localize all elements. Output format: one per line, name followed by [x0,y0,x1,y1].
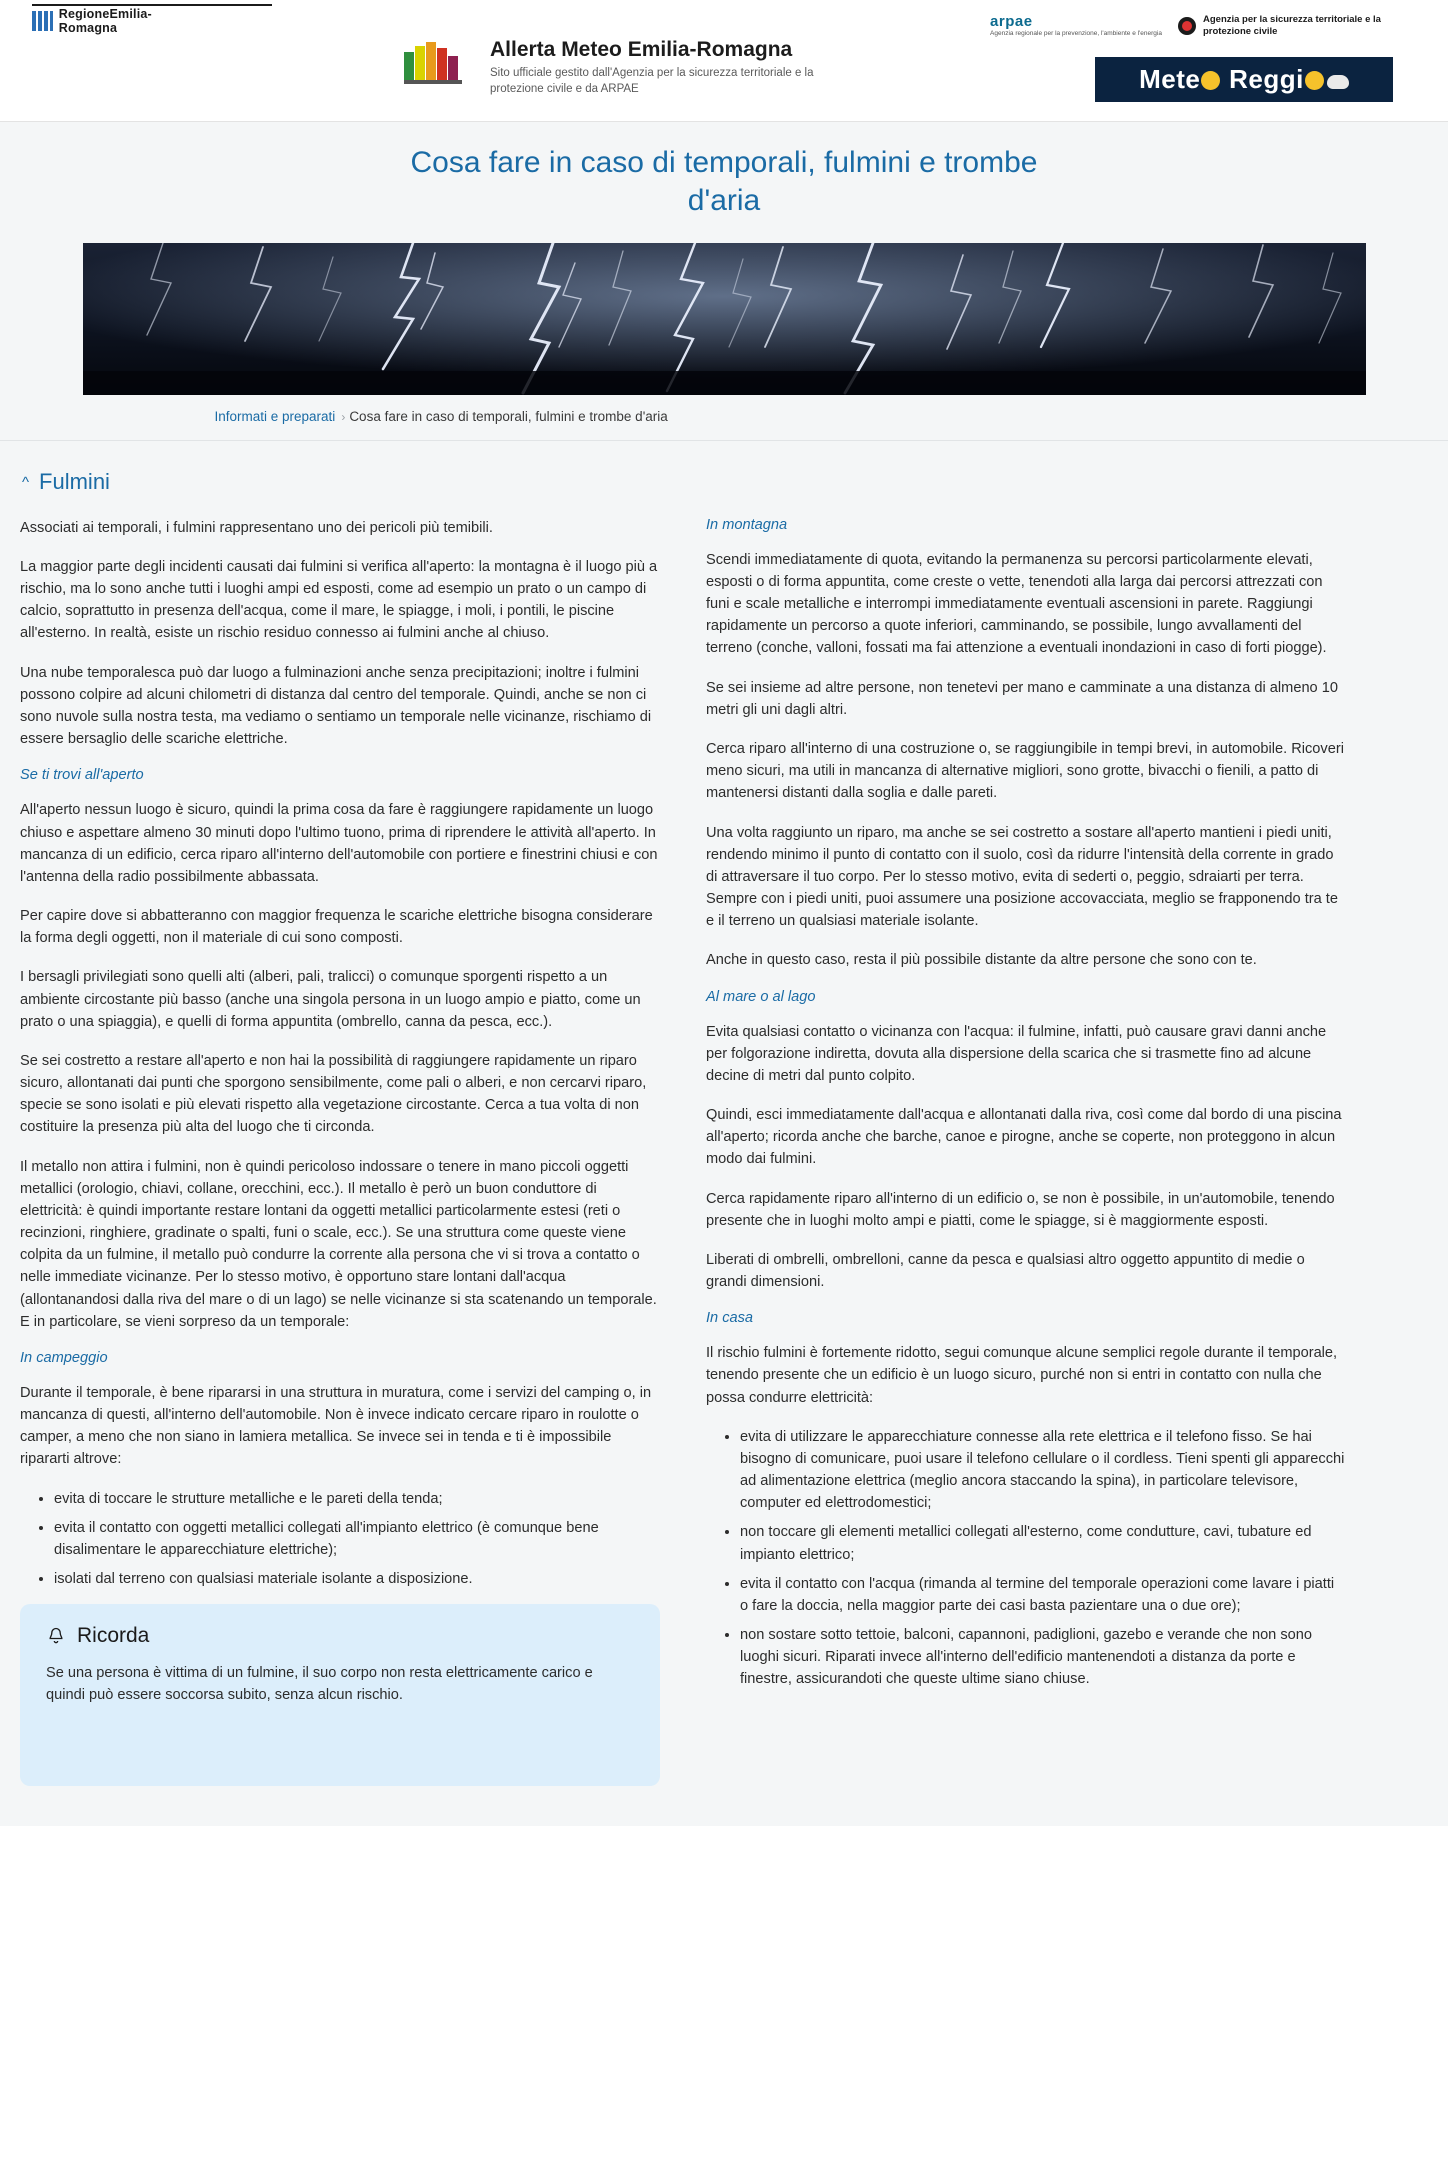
paragraph: All'aperto nessun luogo è sicuro, quindi la prima cosa da fare è raggiungere rapidamente un luogo chiuso e aspettare almeno 30 minuti dopo l'ultimo tuono, prima di riprendere le attività all'aperto. In mancanza di un edificio, cerca riparo all'interno dell'automobile con portiere e finestrini chiusi e con l'antenna della radio possibilmente abbassata. [20,802,658,885]
regione-bars-icon [32,11,53,31]
paragraph: Se sei insieme ad altre persone, non tenetevi per mano e camminate a una distanza di almeno 10 metri gli uni dagli altri. [706,679,1338,718]
paragraph: Anche in questo caso, resta il più possibile distante da altre persone che sono con te. [706,952,1257,969]
section-header-fulmini[interactable] [0,459,1448,503]
subheading-outdoor: Se ti trovi all'aperto [20,767,144,784]
arpae-logo-sub: Agenzia regionale per la prevenzione, l'ambiente e l'energia [990,30,1162,38]
arpae-logo[interactable] [990,14,1162,38]
list-item: • evita il contatto con oggetti metallici collegati all'impianto elettrico (è comunque bene disalimentare le apparecchiature elettriche); [54,1517,660,1561]
paragraph: Se sei costretto a restare all'aperto e non hai la possibilità di raggiungere rapidamente un riparo sicuro, allontanati dai punti che sporgono sensibilmente, come pali o alberi, e non cercarvi riparo, specie se sono isolati e più elevati rispetto alla vegetazione circostante. Cerca a tua volta di non costituire la presenza più alta del luogo che ti circonda. [20,1052,647,1136]
paragraph: I bersagli privilegiati sono quelli alti (alberi, pali, tralicci) o comunque sporgenti rispetto a un ambiente circostante più basso (anche una singola persona in un luogo ampio e piatto, come un prato o una spiaggia), e quelli di forma appuntita (ombrello, canna da pesca, ecc.). [20,969,641,1030]
protezione-civile-icon [1178,17,1196,35]
meteo-reggio-label: Mete Reggi [1139,64,1349,95]
cloud-icon [1327,75,1349,89]
bell-icon [46,1626,66,1646]
subheading-camping: In campeggio [20,1349,108,1366]
list-item: • non sostare sotto tettoie, balconi, capannoni, padiglioni, gazebo e verande che non sono luoghi sicuri. Riparati invece all'interno dell'edificio mantenendoti a distanza da porte e finestre, assicurandoti che queste ultime siano chiuse. [740,1624,1346,1691]
subheading-home: In casa [706,1310,754,1327]
paragraph: Liberati di ombrelli, ombrelloni, canne da pesca e qualsiasi altro oggetto appuntito di medie o grandi dimensioni. [706,1251,1305,1291]
paragraph: E in particolare, se vieni sorpreso da un temporale: [20,1313,350,1330]
camping-bullet-list [20,1488,660,1591]
left-column [20,513,660,1787]
hero-image [83,243,1366,395]
paragraph: Il rischio fulmini è fortemente ridotto, segui comunque alcune semplici regole durante il temporale, tenendo presente che un edificio è un luogo sicuro, purché non si entri in contatto con nulla che possa condurre elettricità: [706,1345,1338,1406]
paragraph: Evita qualsiasi contatto o vicinanza con l'acqua: il fulmine, infatti, può causare gravi danni anche per folgorazione indiretta, dovuta alla dispersione della scarica che si trasmette fino ad alcune decine di metri dal punto colpito. [706,1023,1327,1084]
main-content [0,441,1448,1827]
arpae-block [990,14,1393,38]
list-item: • evita di utilizzare le apparecchiature connesse alla rete elettrica e il telefono fisso. Se hai bisogno di comunicare, puoi usare il telefono cellulare o il cordless. Tieni spenti gli apparecchi ad alimentazione elettrica (meglio ancora staccando la spina), in particolare televisore, computer ed elettrodomestici; [740,1426,1346,1515]
paragraph: Cerca riparo all'interno di una costruzione o, se raggiungibile in tempi brevi, in automobile. Ricoveri meno sicuri, ma utili in mancanza di alternative migliori, sono grotte, bivacchi o fienili, a patto di mantenersi distanti dalla soglia e dalle pareti. [706,740,1344,802]
paragraph: Per capire dove si abbatteranno con maggior frequenza le scariche elettriche bisogna considerare la forma degli oggetti, non il materiale di cui sono composti. [20,908,653,947]
site-header [0,0,1448,122]
breadcrumb-separator-icon: › [341,409,346,424]
subheading-mountain: In montagna [706,516,788,533]
lightning-storm-illustration [83,243,1366,395]
brand-block[interactable] [404,38,870,97]
paragraph: Durante il temporale, è bene ripararsi in una struttura in muratura, come i servizi del camping o, in mancanza di questi, all'interno dell'automobile. Non è invece indicato cercare riparo in roulotte o camper, a meno che non siano in lamiera metallica. Se invece sei in tenda e ti è impossibile ripararti altrove: [20,1384,652,1468]
agency-label: Agenzia per la sicurezza territoriale e la protezione civile [1203,14,1381,37]
regione-emilia-romagna-logo[interactable] [32,6,202,36]
section-title: Fulmini [39,468,110,494]
hero-section [0,122,1448,441]
chevron-up-icon[interactable]: ^ [22,474,30,492]
brand-title: Allerta Meteo Emilia-Romagna [490,38,793,61]
subheading-sea: Al mare o al lago [706,988,816,1005]
paragraph: Una volta raggiunto un riparo, ma anche se sei costretto a sostare all'aperto mantieni i piedi uniti, rendendo minimo il punto di contatto con il suolo, così da ridurre l'intensità della corrente in grado di attraversare il tuo corpo. Per lo stesso motivo, evita di sederti o, peggio, sdraiarti per terra. Sempre con i piedi uniti, puoi assumere una posizione accovacciata, meglio se frapponendo tra te e il terreno un qualsiasi materiale isolante. [706,824,1338,930]
brand-subtitle: Sito ufficiale gestito dall'Agenzia per la sicurezza territoriale e la protezione civile e da ARPAE [490,67,814,95]
paragraph: Una nube temporalesca può dar luogo a fulminazioni anche senza precipitazioni; inoltre i fulmini possono colpire ad alcuni chilometri di distanza dal centro del temporale. Quindi, anche se non ci sono nuvole sulla nostra testa, ma vediamo o sentiamo un temporale nelle vicinanze, rischiamo di essere bersaglio delle scariche elettriche. [20,664,652,748]
meteo-reggio-badge[interactable] [1095,57,1393,102]
allerta-meteo-flag-icon [404,42,476,86]
paragraph: Scendi immediatamente di quota, evitando la permanenza su percorsi particolarmente elevati, esposti o di forma appuntita, come creste o vette, tenendoti alla larga dai percorsi attrezzati con funi e scale metalliche e interrompi immediatamente eventuali ascensioni in parete. Raggiungi rapidamente un percorso a quote inferiori, camminando, se possibile, lungo avvallamenti del terreno (conche, valloni, fossati ma fai attenzione a eventuali inondazioni in caso di forti piogge). [706,551,1327,657]
paragraph: Quindi, esci immediatamente dall'acqua e allontanati dalla riva, così come dal bordo di una piscina all'aperto; ricorda anche che barche, canoe e pirogne, anche se coperte, non proteggono in alcun modo dai fulmini. [706,1107,1342,1168]
list-item: • evita di toccare le strutture metalliche e le pareti della tenda; [54,1488,660,1510]
arpae-logo-label: arpae [990,13,1033,31]
home-bullet-list [706,1426,1346,1691]
sun-icon [1201,71,1220,90]
page-title: Cosa fare in caso di temporali, fulmini e trombe d'aria [410,146,1038,218]
breadcrumb-current: Cosa fare in caso di temporali, fulmini e trombe d'aria [349,408,668,424]
paragraph: Associati ai temporali, i fulmini rappresentano uno dei pericoli più temibili. [20,519,493,536]
breadcrumb [83,395,1366,440]
ricorda-text: Se una persona è vittima di un fulmine, il suo corpo non resta elettricamente carico e quindi può essere soccorsa subito, senza alcun rischio. [46,1665,593,1704]
regione-logo-label: RegioneEmilia-Romagna [58,7,152,35]
paragraph: Cerca rapidamente riparo all'interno di un edificio o, se non è possibile, in un'automobile, tenendo presente che in luoghi molto ampi e piatti, come le spiagge, si è maggiormente esposti. [706,1190,1335,1229]
right-column [706,513,1346,1787]
paragraph: La maggior parte degli incidenti causati dai fulmini si verifica all'aperto: la montagna è il luogo più a rischio, ma lo sono anche tutti i luoghi ampi ed esposti, come ad esempio un prato o un campo di calcio, soprattutto in presenza dell'acqua, come il mare, le spiagge, i moli, i pontili, le piscine all'esterno. In realtà, esiste un rischio residuo connesso ai fulmini anche al chiuso. [20,558,658,642]
ricorda-header [46,1624,634,1648]
two-column-body [0,503,1448,1787]
list-item: • evita il contatto con l'acqua (rimanda al termine del temporale operazioni come lavare i piatti o fare la doccia, nella maggior parte dei casi basta pazientare una o due ore); [740,1573,1346,1617]
list-item: • non toccare gli elementi metallici collegati all'esterno, come condutture, cavi, tubature ed impianto elettrico; [740,1521,1346,1565]
list-item: • isolati dal terreno con qualsiasi materiale isolante a disposizione. [54,1568,660,1590]
ricorda-title: Ricorda [77,1624,150,1648]
breadcrumb-parent-link[interactable]: Informati e preparati [214,408,336,424]
ricorda-callout [20,1604,660,1786]
sun-icon-2 [1305,71,1324,90]
paragraph: Il metallo non attira i fulmini, non è quindi pericoloso indossare o tenere in mano piccoli oggetti metallici (orologio, chiavi, collane, orecchini, ecc.). Il metallo è però un buon conduttore di elettricità: è quindi importante restare lontani da oggetti metallici particolarmente estesi (reti o recinzioni, ringhiere, gradinate o spalti, funi o scale, ecc.). Se una struttura come queste viene colpita da un fulmine, il metallo può condurre la corrente alla persona che vi si trova a contatto o nelle immediate vicinanze. Per lo stesso motivo, è opportuno stare lontani dall'acqua (allontanandosi dalla riva del mare o di un lago) se nelle vicinanze si sta scatenando un temporale. [20,1158,657,1308]
